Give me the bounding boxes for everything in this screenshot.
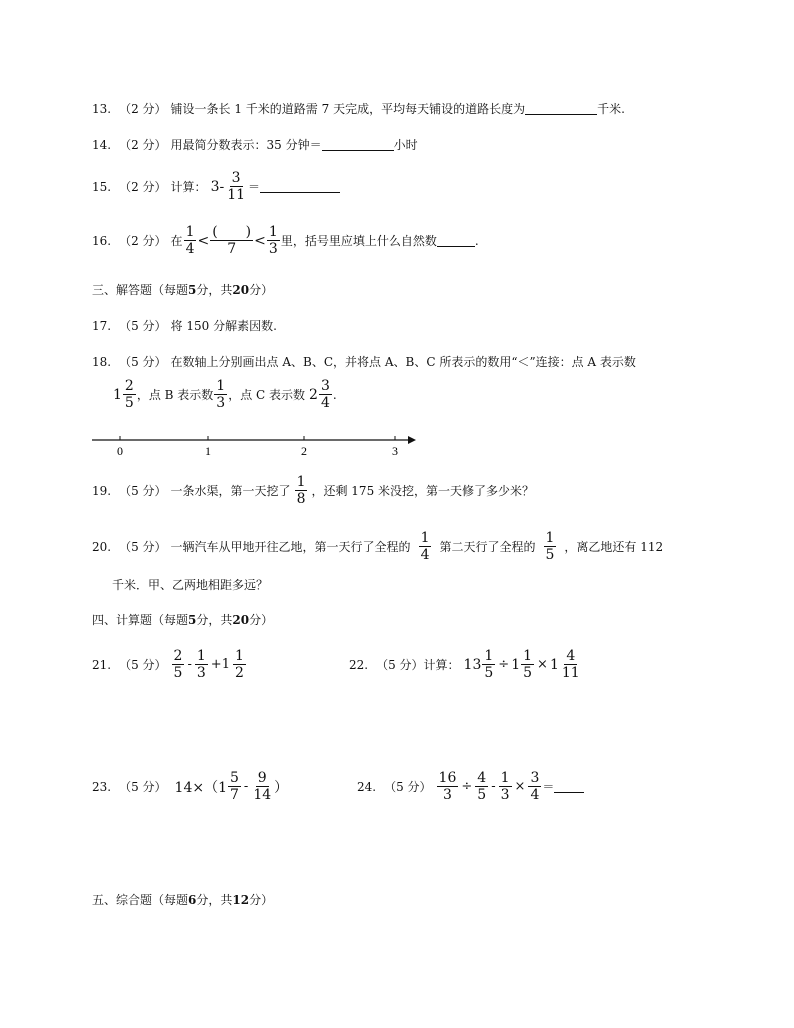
question-text: 里，括号里应填上什么自然数 (280, 234, 437, 248)
section-4-heading (92, 611, 273, 628)
question-16 (92, 224, 479, 257)
section-title: 五、综合题（每题 (92, 893, 189, 907)
question-15 (92, 170, 340, 203)
tick-label-3: 3 (392, 444, 398, 458)
question-number: 15. (92, 179, 112, 194)
question-text: ，还剩 175 米没挖，第一天修了多少米？ (311, 484, 535, 498)
question-text: 第二天行了全程的 (439, 540, 536, 554)
question-text: 铺设一条长 1 千米的道路需 7 天完成，平均每天铺设的道路长度为 (170, 102, 526, 116)
less-than-sign: < (254, 232, 266, 249)
equals-sign: ＝ (542, 780, 555, 794)
points: （5 分） (119, 658, 167, 672)
question-number: 23. (92, 779, 112, 794)
question-20 (92, 530, 663, 563)
question-text: 一辆汽车从甲地开往乙地，第一天行了全程的 (170, 540, 411, 554)
answer-blank[interactable] (437, 234, 475, 247)
unit: 千米. (597, 102, 625, 116)
question-text: 在数轴上分别画出点 A、B、C，并将点 A、B、C 所表示的数用“＜”连接：点 A 表示数 (170, 355, 636, 369)
points: （2 分） (119, 234, 167, 248)
fraction: $\frac{1}{5}$ (523, 648, 533, 681)
fraction: $\frac{1}{3}$ (268, 224, 278, 257)
question-number: 19. (92, 483, 112, 498)
question-text: ，点 C 表示数 (228, 388, 306, 402)
question-18-points (113, 378, 337, 411)
fraction: $\frac{3}{4}$ (530, 770, 540, 803)
section-title-end: 分） (249, 893, 274, 907)
points: （5 分） (119, 319, 167, 333)
question-text: 计算： (170, 180, 207, 194)
section-5-heading (92, 891, 273, 908)
section-title: 四、计算题（每题 (92, 613, 189, 627)
section-total-points: 12 (232, 892, 250, 907)
question-21 (92, 648, 247, 681)
whole-number: 1 (511, 656, 521, 673)
question-text: 在 (170, 234, 183, 248)
points: （5 分） (119, 780, 167, 794)
section-title-end: 分） (249, 283, 274, 297)
points: （2 分） (119, 138, 167, 152)
question-number: 22. (349, 657, 369, 672)
fraction: $\frac{3}{11}$ (227, 170, 246, 203)
question-text: 将 150 分解素因数. (170, 319, 277, 333)
question-18 (92, 353, 636, 370)
whole-number: 3 (210, 178, 220, 195)
question-number: 18. (92, 354, 112, 369)
close-paren: ） (274, 779, 289, 796)
answer-blank[interactable] (554, 780, 584, 793)
question-text: ，点 B 表示数 (136, 388, 214, 402)
divide-sign: ÷ (461, 779, 473, 794)
section-title-mid: 分，共 (196, 893, 233, 907)
points: （2 分） (119, 102, 167, 116)
question-17 (92, 317, 277, 334)
whole-number: 1 (549, 656, 559, 673)
tick-label-2: 2 (301, 444, 307, 458)
question-text: 千米．甲、乙两地相距多远？ (112, 578, 269, 592)
points: （5 分） (119, 484, 167, 498)
section-title: 三、解答题（每题 (92, 283, 189, 297)
fraction: $\frac{1}{3}$ (196, 648, 206, 681)
equals-sign: ＝ (248, 180, 261, 194)
multiply-sign: × (537, 657, 548, 672)
minus-sign: - (491, 779, 496, 794)
fraction: $\frac{1}{2}$ (234, 648, 244, 681)
question-number: 24. (357, 779, 377, 794)
question-19 (92, 474, 534, 507)
answer-blank[interactable] (260, 180, 340, 193)
points: （5 分） (384, 780, 432, 794)
fraction: $\frac{1}{5}$ (484, 648, 494, 681)
question-text: 一条水渠，第一天挖了 (170, 484, 291, 498)
fraction: $\frac{1}{4}$ (185, 224, 195, 257)
answer-blank[interactable] (525, 102, 597, 115)
minus-sign: - (243, 779, 249, 794)
fraction: $\frac{4}{11}$ (561, 648, 580, 681)
whole-number: 2 (309, 386, 318, 403)
fraction: $\frac{3}{4}$ (320, 378, 330, 411)
section-per-points: 5 (188, 282, 197, 297)
fraction: $\frac{1}{4}$ (420, 530, 430, 563)
number-line (90, 430, 430, 458)
question-14 (92, 136, 418, 153)
section-title-end: 分） (249, 613, 274, 627)
tick-label-0: 0 (117, 444, 123, 458)
whole-number: 1 (113, 386, 122, 403)
period: . (474, 233, 479, 248)
fraction: $\frac{5}{7}$ (230, 770, 239, 803)
section-total-points: 20 (232, 612, 250, 627)
question-number: 17. (92, 318, 112, 333)
fraction-with-blank: $\frac{( )}{7}$ (212, 224, 252, 257)
section-per-points: 5 (188, 612, 197, 627)
answer-blank[interactable] (322, 138, 394, 151)
question-number: 20. (92, 539, 112, 554)
unit: 小时 (393, 138, 418, 152)
fraction: $\frac{1}{8}$ (296, 474, 306, 507)
section-title-mid: 分，共 (196, 613, 233, 627)
question-number: 21. (92, 657, 112, 672)
fraction: $\frac{2}{5}$ (124, 378, 134, 411)
divide-sign: ÷ (498, 657, 510, 672)
question-23 (92, 770, 288, 803)
fraction: $\frac{2}{5}$ (173, 648, 183, 681)
question-13 (92, 100, 625, 117)
question-number: 14. (92, 137, 112, 152)
question-24 (357, 770, 584, 803)
fraction: $\frac{9}{14}$ (253, 770, 272, 803)
fraction: $\frac{16}{3}$ (438, 770, 457, 803)
fraction: $\frac{4}{5}$ (477, 770, 487, 803)
points: （5 分） (119, 540, 167, 554)
plus-whole: +1 (210, 657, 230, 672)
tick-label-1: 1 (205, 444, 211, 458)
question-text: ，离乙地还有 112 (564, 540, 664, 554)
fraction: $\frac{1}{3}$ (500, 770, 510, 803)
minus-sign: - (187, 657, 192, 672)
question-number: 13. (92, 101, 112, 116)
expression-prefix: 14×（1 (174, 779, 227, 796)
question-number: 16. (92, 233, 112, 248)
multiply-sign: × (514, 779, 526, 794)
minus-sign: - (219, 178, 225, 195)
question-22 (349, 648, 583, 681)
section-total-points: 20 (232, 282, 250, 297)
fraction: $\frac{1}{5}$ (545, 530, 555, 563)
section-title-mid: 分，共 (196, 283, 233, 297)
fraction: $\frac{1}{3}$ (216, 378, 226, 411)
points: （5 分） (119, 355, 167, 369)
period: . (332, 387, 337, 402)
question-20-line-2 (112, 576, 268, 593)
question-text: 用最简分数表示：35 分钟＝ (170, 138, 322, 152)
section-3-heading (92, 281, 273, 298)
less-than-sign: < (197, 232, 210, 249)
section-per-points: 6 (188, 892, 197, 907)
points: （2 分） (119, 180, 167, 194)
points: （5 分）计算： (376, 658, 460, 672)
whole-number: 13 (463, 656, 482, 673)
